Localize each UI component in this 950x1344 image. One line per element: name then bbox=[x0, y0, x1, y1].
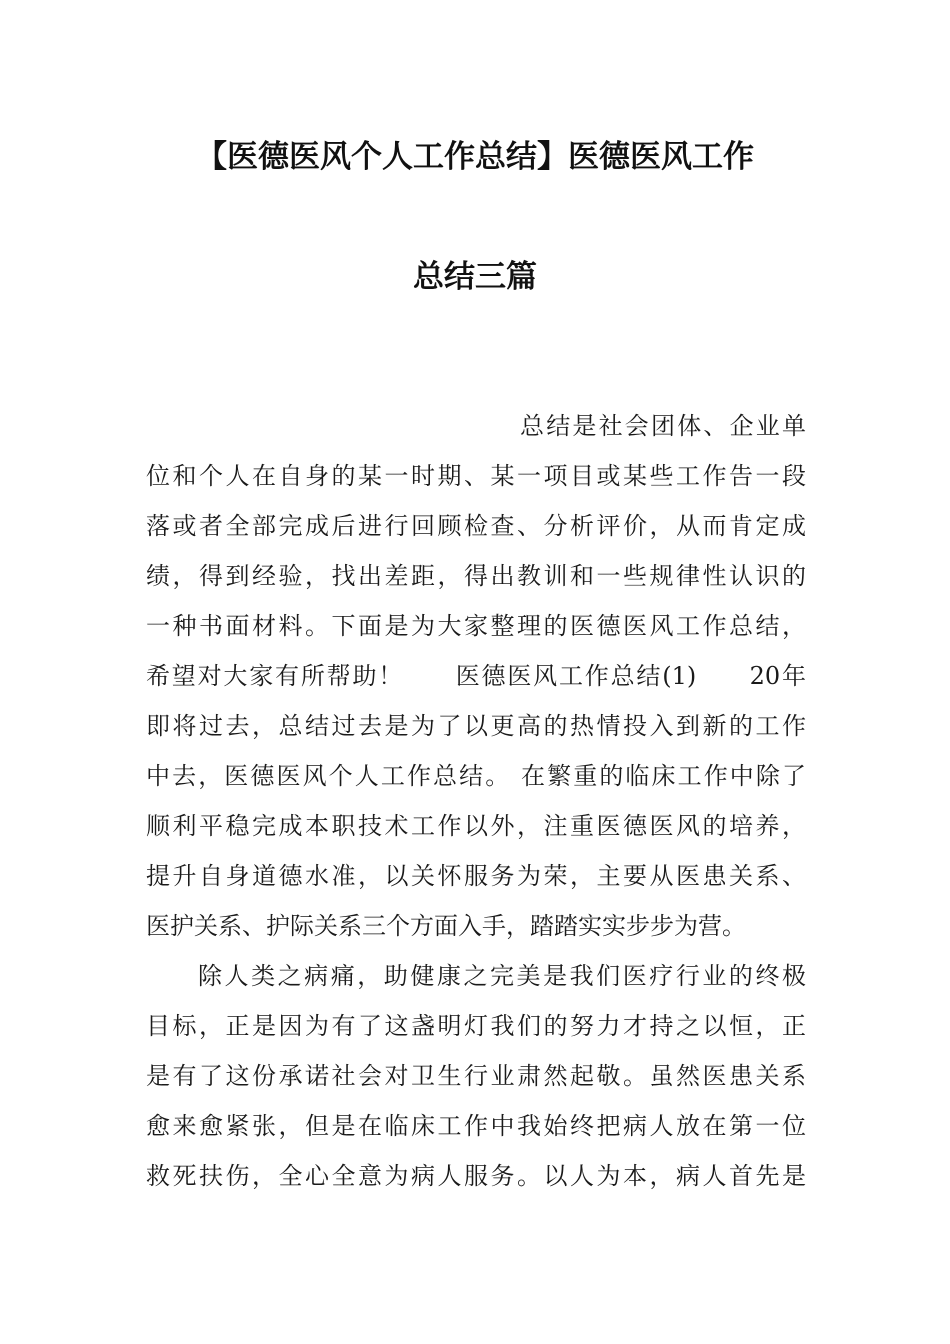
body-line: 目标，正是因为有了这盏明灯我们的努力才持之以恒，正 bbox=[146, 1012, 806, 1040]
body-line: 即将过去，总结过去是为了以更高的热情投入到新的工作 bbox=[146, 712, 806, 740]
body-line: 绩，得到经验，找出差距，得出教训和一些规律性认识的 bbox=[146, 562, 806, 590]
document-title-line-1: 【医德医风个人工作总结】医德医风工作 bbox=[196, 139, 754, 175]
body-line: 一种书面材料。下面是为大家整理的医德医风工作总结， bbox=[146, 612, 806, 640]
body-line: 医护关系、护际关系三个方面入手，踏踏实实步步为营。 bbox=[146, 912, 746, 940]
body-line: 除人类之病痛，助健康之完美是我们医疗行业的终极 bbox=[198, 962, 806, 990]
body-line: 救死扶伤，全心全意为病人服务。以人为本，病人首先是 bbox=[146, 1162, 806, 1190]
body-line: 顺利平稳完成本职技术工作以外，注重医德医风的培养， bbox=[146, 812, 806, 840]
body-line: 中去，医德医风个人工作总结。 在繁重的临床工作中除了 bbox=[146, 762, 806, 790]
body-line: 提升自身道德水准，以关怀服务为荣，主要从医患关系、 bbox=[146, 862, 806, 890]
body-line: 总结是社会团体、企业单 bbox=[520, 412, 806, 440]
body-line: 希望对大家有所帮助！ 医德医风工作总结(1) 20年 bbox=[146, 662, 806, 690]
document-title-line-2: 总结三篇 bbox=[413, 259, 537, 295]
body-line: 落或者全部完成后进行回顾检查、分析评价，从而肯定成 bbox=[146, 512, 806, 540]
body-line: 是有了这份承诺社会对卫生行业肃然起敬。虽然医患关系 bbox=[146, 1062, 806, 1090]
body-line: 位和个人在自身的某一时期、某一项目或某些工作告一段 bbox=[146, 462, 806, 490]
body-line: 愈来愈紧张，但是在临床工作中我始终把病人放在第一位 bbox=[146, 1112, 806, 1140]
